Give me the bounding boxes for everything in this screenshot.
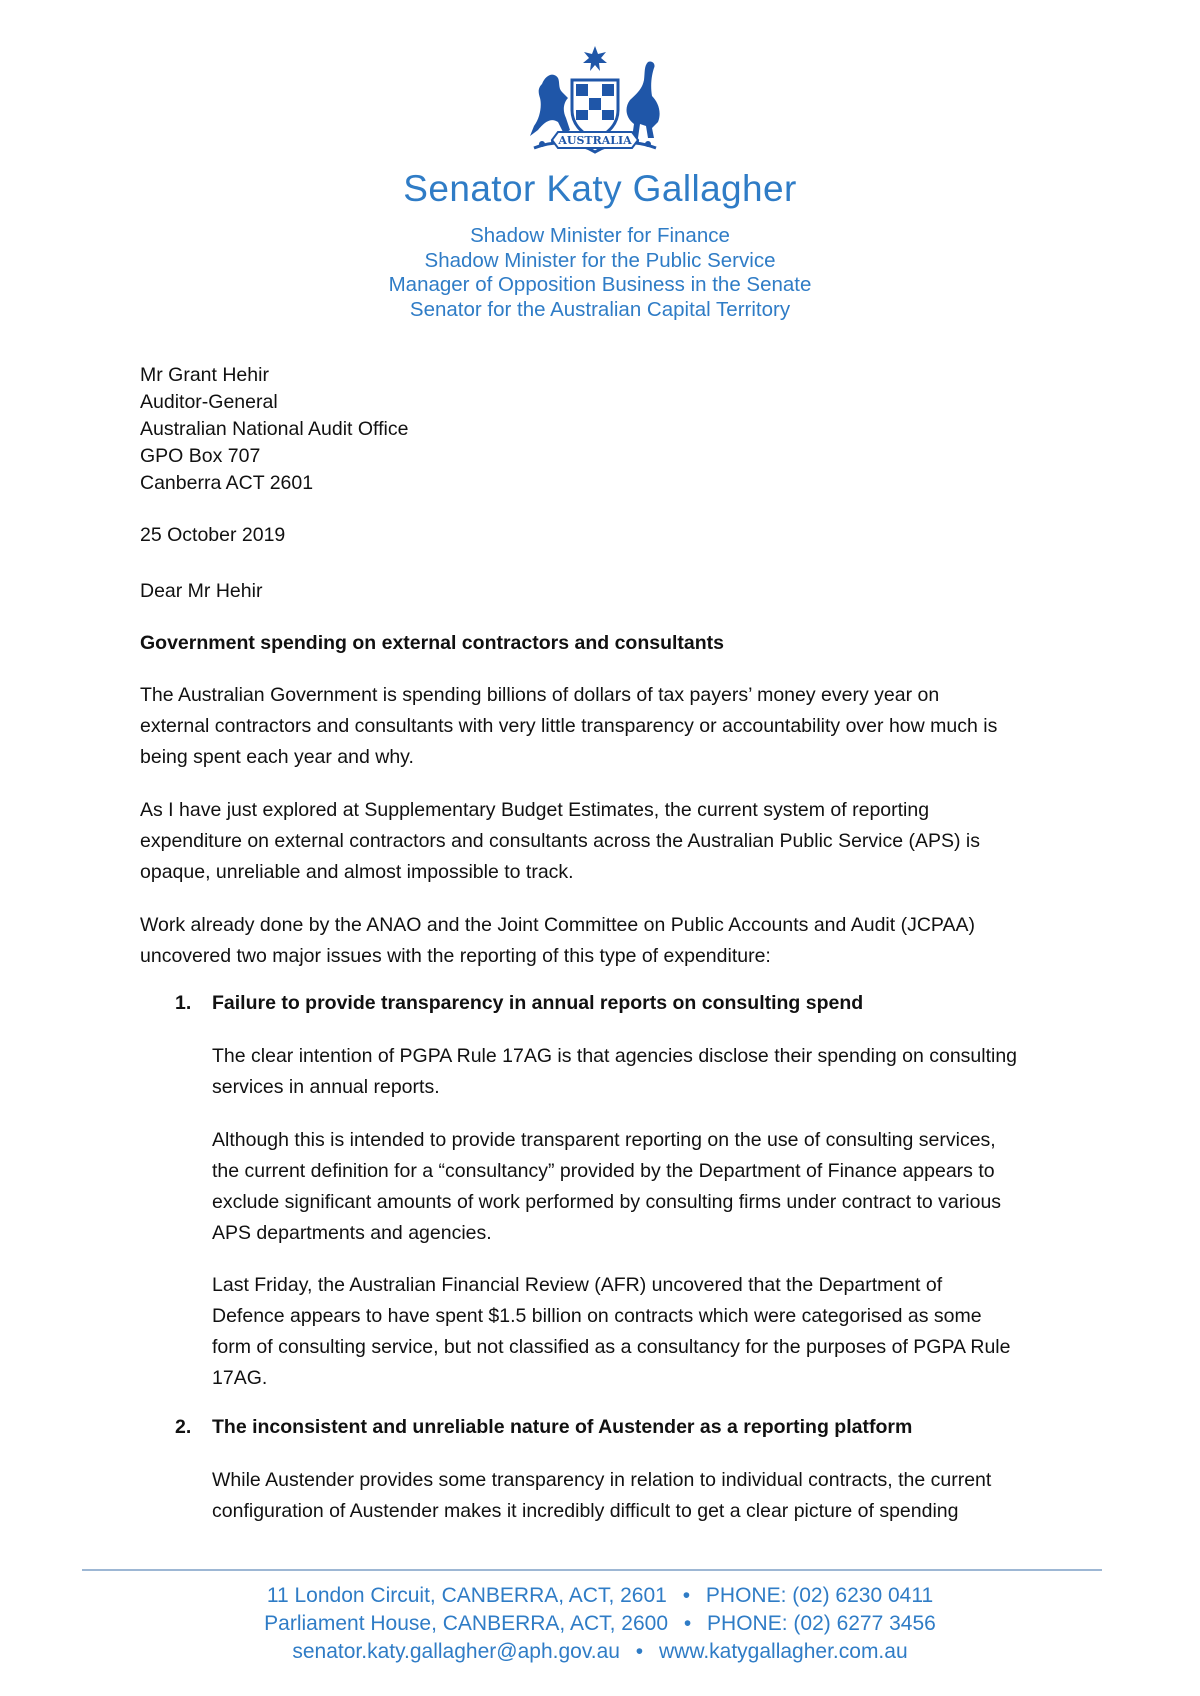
bullet-separator: • [635, 1640, 644, 1663]
recipient-line: Australian National Audit Office [140, 418, 409, 440]
sender-name: Senator Katy Gallagher [403, 168, 797, 209]
sender-role: Shadow Minister for Finance [470, 224, 730, 247]
issue-paragraph [212, 1125, 1072, 1249]
paragraph-line: the current definition for a “consultancy” provided by the Department of Finance appears to [212, 1160, 995, 1182]
parliament-house-address: Parliament House, CANBERRA, ACT, 2600 [264, 1612, 668, 1635]
paragraph-line: The clear intention of PGPA Rule 17AG is that agencies disclose their spending on consulting [212, 1045, 1018, 1067]
recipient-line: Canberra ACT 2601 [140, 472, 314, 494]
canberra-office-phone: PHONE: (02) 6230 0411 [705, 1584, 934, 1607]
paragraph-line: Defence appears to have spent $1.5 billion on contracts which were categorised as some [212, 1305, 982, 1327]
crest-caption: AUSTRALIA [558, 134, 632, 147]
footer-line [0, 1582, 1200, 1610]
footer-line [0, 1610, 1200, 1638]
paragraph-line: expenditure on external contractors and consultants across the Australian Public Service (APS) is [140, 830, 981, 852]
parliament-house-phone: PHONE: (02) 6277 3456 [707, 1612, 936, 1635]
paragraph-line: APS departments and agencies. [212, 1222, 492, 1244]
paragraph-line: Last Friday, the Australian Financial Review (AFR) uncovered that the Department of [212, 1274, 943, 1296]
body-paragraph [140, 795, 1060, 888]
footer-contacts [0, 1582, 1200, 1666]
recipient-line: GPO Box 707 [140, 445, 261, 467]
sender-role: Senator for the Australian Capital Territory [409, 297, 791, 321]
issue-paragraph [212, 1465, 1072, 1527]
paragraph-line: 17AG. [212, 1367, 268, 1389]
paragraph-line: external contractors and consultants with very little transparency or accountability over how much is [140, 715, 998, 737]
issue-number: 2. [175, 1416, 192, 1438]
issue-paragraph [212, 1041, 1072, 1103]
issue-number: 1. [175, 992, 192, 1014]
issue-paragraph [212, 1270, 1072, 1394]
paragraph-line: services in annual reports. [212, 1076, 440, 1098]
paragraph-line: exclude significant amounts of work performed by consulting firms under contract to various [212, 1191, 1002, 1213]
salutation: Dear Mr Hehir [140, 580, 263, 602]
paragraph-line: As I have just explored at Supplementary Budget Estimates, the current system of reporting [140, 799, 930, 821]
subject-heading: Government spending on external contractors and consultants [140, 632, 725, 654]
footer-divider [82, 1569, 1102, 1571]
bullet-separator: • [683, 1612, 692, 1635]
paragraph-line: While Austender provides some transparency in relation to individual contracts, the current [212, 1469, 992, 1491]
sender-role: Shadow Minister for the Public Service [424, 248, 776, 272]
sender-role: Manager of Opposition Business in the Senate [388, 273, 812, 296]
email-link[interactable]: senator.katy.gallagher@aph.gov.au [292, 1640, 620, 1663]
paragraph-line: configuration of Austender makes it incredibly difficult to get a clear picture of spending [212, 1500, 959, 1522]
paragraph-line: Work already done by the ANAO and the Joint Committee on Public Accounts and Audit (JCPAA) [140, 914, 975, 936]
recipient-address [140, 362, 408, 497]
paragraph-line: Although this is intended to provide transparent reporting on the use of consulting services, [212, 1129, 996, 1151]
footer-line [0, 1638, 1200, 1666]
issue-title: The inconsistent and unreliable nature of Austender as a reporting platform [212, 1416, 913, 1438]
letter-date: 25 October 2019 [140, 524, 286, 546]
paragraph-line: opaque, unreliable and almost impossible to track. [140, 861, 574, 883]
sender-roles [0, 224, 1200, 322]
issue-title: Failure to provide transparency in annual reports on consulting spend [212, 992, 864, 1014]
canberra-office-address: 11 London Circuit, CANBERRA, ACT, 2601 [266, 1584, 667, 1607]
recipient-line: Mr Grant Hehir [140, 364, 269, 386]
paragraph-line: The Australian Government is spending billions of dollars of tax payers’ money every year on [140, 684, 940, 706]
coat-of-arms-icon [512, 44, 678, 164]
website-link[interactable]: www.katygallagher.com.au [659, 1640, 908, 1663]
body-paragraph [140, 680, 1060, 773]
paragraph-line: uncovered two major issues with the reporting of this type of expenditure: [140, 945, 771, 967]
paragraph-line: form of consulting service, but not classified as a consultancy for the purposes of PGPA Rule [212, 1336, 1011, 1358]
bullet-separator: • [682, 1584, 691, 1607]
paragraph-line: being spent each year and why. [140, 746, 414, 768]
recipient-line: Auditor-General [140, 391, 278, 413]
body-paragraph [140, 910, 1060, 972]
